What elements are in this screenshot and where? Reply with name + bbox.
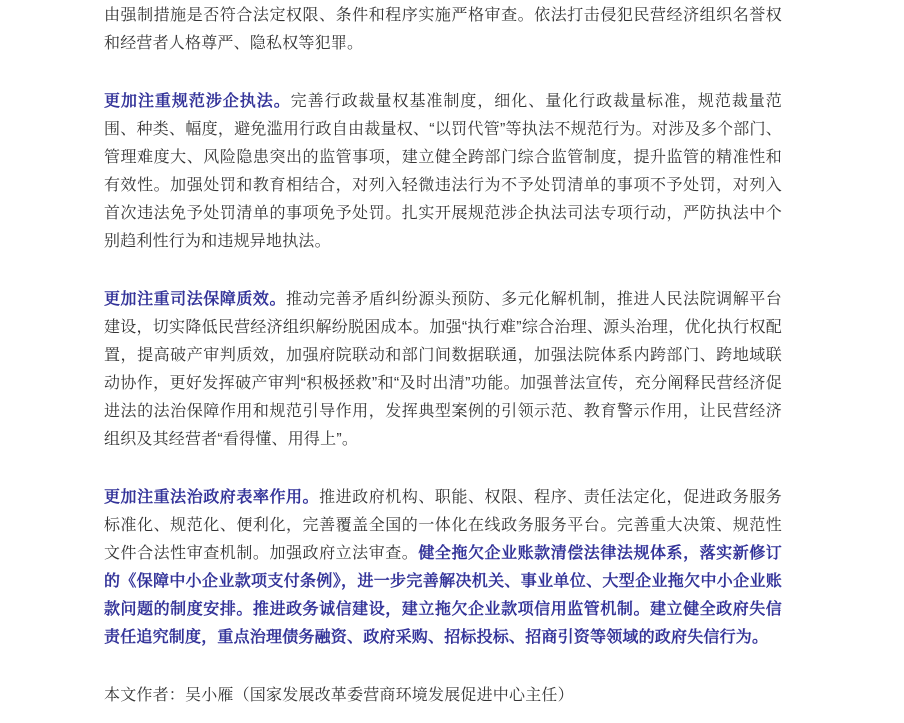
emphasis-text-segment: 更加注重司法保障质效。 — [104, 291, 286, 308]
paragraph — [104, 88, 782, 256]
article-body — [104, 2, 782, 710]
paragraph — [104, 2, 782, 58]
body-text-segment: 推进政府机构、职能、权限、程序、责任法定化，促进政务服务标准化、规范化、便利化，完善覆盖全国的一体化在线政务服务平台。完善重大决策、规范性文件合法性审查机制。加强政府立法审查。 — [104, 489, 782, 562]
body-text-segment: 由强制措施是否符合法定权限、条件和程序实施严格审查。依法打击侵犯民营经济组织名誉权和经营者人格尊严、隐私权等犯罪。 — [104, 7, 782, 52]
body-text-segment: 推动完善矛盾纠纷源头预防、多元化解机制，推进人民法院调解平台建设，切实降低民营经济组织解纷脱困成本。加强“执行难”综合治理、源头治理，优化执行权配置，提高破产审判质效，加强府院联动和部门间数据联通，加强法院体系内跨部门、跨地域联动协作，更好发挥破产审判“积极拯救”和“及时出清”功能。加强普法宣传，充分阐释民营经济促进法的法治保障作用和规范引导作用，发挥典型案例的引领示范、教育警示作用，让民营经济组织及其经营者“看得懂、用得上”。 — [104, 291, 782, 448]
emphasis-text-segment: 更加注重法治政府表率作用。 — [104, 489, 320, 506]
author-text: 本文作者：吴小雁（国家发展改革委营商环境发展促进中心主任） — [104, 687, 574, 704]
emphasis-text-segment: 健全拖欠企业账款清偿法律法规体系，落实新修订的《保障中小企业款项支付条例》，进一步完善解决机关、事业单位、大型企业拖欠中小企业账款问题的制度安排。推进政务诚信建设，建立拖欠企业款项信用监管机制。建立健全政府失信责任追究制度，重点治理债务融资、政府采购、招标投标、招商引资等领域的政府失信行为。 — [104, 545, 782, 646]
paragraph — [104, 484, 782, 652]
paragraph — [104, 286, 782, 454]
author-line — [104, 682, 782, 710]
emphasis-text-segment: 更加注重规范涉企执法。 — [104, 93, 291, 110]
body-text-segment: 完善行政裁量权基准制度，细化、量化行政裁量标准，规范裁量范围、种类、幅度，避免滥用行政自由裁量权、“以罚代管”等执法不规范行为。对涉及多个部门、管理难度大、风险隐患突出的监管事项，建立健全跨部门综合监管制度，提升监管的精准性和有效性。加强处罚和教育相结合，对列入轻微违法行为不予处罚清单的事项不予处罚，对列入首次违法免予处罚清单的事项免予处罚。扎实开展规范涉企执法司法专项行动，严防执法中个别趋利性行为和违规异地执法。 — [104, 93, 782, 250]
